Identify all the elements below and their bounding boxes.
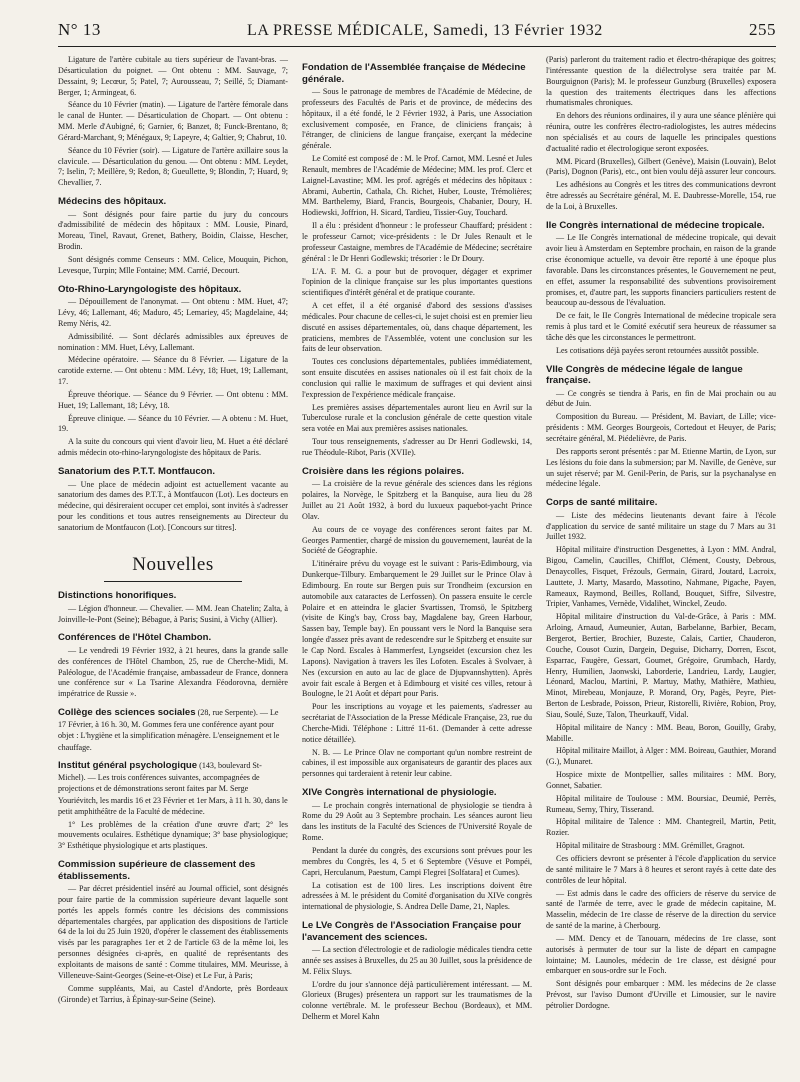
article-paragraph: Hôpital militaire de Toulouse : MM. Boursiac, Deumié, Perrès, Rumeau, Serny, Thiry, Tisserand. [546,793,776,814]
article-paragraph: Sont désignés comme Censeurs : MM. Celice, Mouquin, Pichon, Levesque, Turpin; Mlle Fontaine; MM. Carrié, Decourt. [58,255,288,275]
article-paragraph: Sont désignés pour embarquer : MM. les médecins de 2e classe Prévost, sur l'aviso Dumont d'Urville et Limousier, sur le navire pétrolier Dordogne. [546,979,776,1010]
article-heading [302,920,532,943]
heading-title: Croisière dans les régions polaires. [302,465,465,477]
heading-title: Sanatorium des P.T.T. Montfaucon. [58,466,216,477]
heading-title: Distinctions honorifiques. [58,590,177,602]
article-paragraph: Séance du 10 Février (matin). — Ligature de l'artère fémorale dans le canal de Hunter. — Désarticulation de Chopart. — Ont obtenu : MM. Merle d'Aubigné, 6; Garnier, 6; Banzet, 8; Funck-Brentano, 8; Gérard-Marchant, 9; Ménégaux, 9; Lapeyre, 4; Galtier, 9; Chabrut, 10. [58,100,288,142]
article-paragraph: Hôpital militaire de Nancy : MM. Beau, Boron, Gouilly, Graby, Mabille. [546,722,776,743]
heading-title: XIVe Congrès international de physiologie. [302,787,497,799]
heading-tail: (28, rue Serpente). — Le 17 Février, à 16 h. 30, M. Gommes fera une conférence ayant pour objet : L'hygiène et la simplification ménagère. L'enseignement et le chauffage. [58,708,280,752]
heading-title: Le LVe Congrès de l'Association Française pour l'avancement des sciences. [302,920,522,943]
article-paragraph: — Légion d'honneur. — Chevalier. — MM. Jean Chatelin; Zalta, à Joinville-le-Pont (Seine); Bébague, à Paris; Susini, à Vichy (Allier). [58,603,288,624]
article-paragraph: L'A. F. M. G. a pour but de provoquer, dégager et exprimer l'opinion de la clinique française sur les plus importantes questions scientifiques d'intérêt général et de pratique courante. [302,266,532,298]
article-paragraph: Admissibilité. — Sont déclarés admissibles aux épreuves de nomination : MM. Huet, Lévy, Lallemant. [58,331,288,352]
article-paragraph: Ces officiers devront se présenter à l'école d'application du service de santé militaire le 7 Mars à 8 heures et seront rayés à cette date des contrôles de leur hôpital. [546,854,776,885]
article-paragraph: Hôpital militaire Maillot, à Alger : MM. Boireau, Gauthier, Morand (G.), Munaret. [546,746,776,767]
article-paragraph: De ce fait, le IIe Congrès International de médecine tropicale sera remis à plus tard et le Comité exécutif sera heureux de réassumer sa tâche dès que les circonstances le permettront. [546,311,776,342]
article-paragraph: L'ordre du jour s'annonce déjà particulièrement intéressant. — M. Glorieux (Bruges) présentera un rapport sur les traumatismes de la colonne vertébrale. M. le professeur Bechou (Bordeaux), et MM. Delherm et Morel Kahn [302,979,532,1022]
article-paragraph: Épreuve théorique. — Séance du 9 Février. — Ont obtenu : MM. Huet, 19; Lallemant, 18; Lévy, 18. [58,389,288,410]
article-paragraph: — La croisière de la revue générale des sciences dans les régions polaires, la Norvège, le Spitzberg et la Banquise, aura lieu du 28 Juillet au 21 Août 1932, à bord du luxueux paquebot-yacht Prince Olav. [302,479,532,521]
section-title: Nouvelles [132,553,214,575]
article-paragraph: N. B. — Le Prince Olav ne comportant qu'un nombre restreint de cabines, il est impossible aux organisateurs de garantir des places aux personnes qui tarderaient à retenir leur cabine. [302,747,532,779]
issue-number: N° 13 [58,20,101,39]
heading-title: Collège des sciences sociales [58,707,196,719]
heading-title: Commission supérieure de classement des établissements. [58,859,256,882]
article-heading [302,787,532,799]
article-paragraph: Séance du 10 Février (soir). — Ligature de l'artère axillaire sous la clavicule. — Désarticulation du genou. — Ont obtenu : MM. Leydet, 7; Iselin, 7; Meillère, 9; Redon, 8; Gueullette, 9; Blondin, 7; Huard, 9; Chevallier, 7. [58,145,288,188]
article-paragraph: — Sont désignés pour faire partie du jury du concours d'admissibilité de médecin des hôpitaux : MM. Lousie, Pinard, Moreau, Tinel, Ravaut, Grenet, Bathery, Boidin, Claisse, Hescher, Brodin. [58,209,288,252]
article-paragraph: — MM. Dency et de Tanouarn, médecins de 1re classe, sont autorisés à permuter de tour sur la liste de départ en campagne lointaine; M. Launoles, médecin de 1re classe, est désigné pour embarquer en sous-ordre sur le Foch. [546,933,776,976]
article-paragraph: Comme suppléants, Mai, au Castel d'Andorte, près Bordeaux (Gironde) et Tarrius, à Épinay-sur-Seine (Seine). [58,983,288,1004]
article-paragraph: — Le vendredi 19 Février 1932, à 21 heures, dans la grande salle des conférences de l'Hôtel Chambon, 25, rue de Cherche-Midi, M. Paléologue, de l'Académie française, ambassadeur de France, donnera une conférence sur « La Tsarine Alexandra Féodorovna, dernière impératrice de Russie ». [58,645,288,699]
article-paragraph: — Dépouillement de l'anonymat. — Ont obtenu : MM. Huet, 47; Lévy, 46; Lallemant, 46; Maduro, 45; Lemariey, 45; Magdelaine, 44; Remy Néris, 42. [58,297,288,328]
article-paragraph: Les cotisations déjà payées seront retournées aussitôt possible. [556,345,759,355]
article-heading [302,466,532,478]
article-heading [58,590,288,602]
article-paragraph: (Paris) parleront du traitement radio et électro-thérapique des goitres; l'intéressante question de la diélectrolyse sera traitée par M. Bourguignon (Paris); M. le professeur Gunzburg (Bruxelles) exposera la question des traitements électriques dans les affections rhumatismales chroniques. [546,55,776,108]
article-paragraph: Pour les inscriptions au voyage et les paiements, s'adresser au secrétariat de l'Association de la Presse Médicale Française, 23, rue du Cherche-Midi. Téléphone : Littré 11-61. (Demander à cette adresse notice détaillée). [302,702,532,744]
column-right [546,55,776,1025]
article-heading [58,284,288,296]
heading-title: Institut général psychologique [58,760,198,772]
article-paragraph: — Liste des médecins lieutenants devant faire à l'école d'application du service de santé militaire un stage du 7 Mars au 31 Juillet 1932. [546,510,776,542]
journal-title: LA PRESSE MÉDICALE, Samedi, 13 Février 1932 [247,22,603,39]
article-paragraph: — Une place de médecin adjoint est actuellement vacante au sanatorium des dames des P.T.T., à Montfaucon (Lot). Les docteurs en médecine, qui désireraient occuper cet emploi, sont invités à s'adresser pour les conditions et tous autres renseignements au Directeur du sanatorium de Montfaucon (Lot). [Concours sur titres]. [58,479,288,532]
article-heading [58,632,288,644]
article-heading [58,760,288,818]
article-paragraph: Épreuve clinique. — Séance du 10 Février. — A obtenu : M. Huet, 19. [58,413,288,434]
article-paragraph: En dehors des réunions ordinaires, il y aura une séance plénière qui réunira, outre les confrères électro-radiologistes, les autres médecins non spécialisés et au cours de laquelle les principales questions d'actualité radio et électrologique seront exposées. [546,111,776,153]
page-header [58,20,776,40]
article-heading [302,62,532,85]
header-rule [58,46,776,47]
article-paragraph: Pendant la durée du congrès, des excursions sont prévues pour les membres du Congrès, les 4, 5 et 6 Septembre (Vésuve et Pompéi, Capri, Herculanum, Paestum, Campi Flegrei [Solfatara] et Cumes). [302,846,532,877]
article-paragraph: Ligature de l'artère cubitale au tiers supérieur de l'avant-bras. — Désarticulation du poignet. — Ont obtenu : MM. Sauvage, 7; Dessaint, 9; Lecœur, 5; Patel, 7; Aurousseau, 7; Seillé, 5; Diamant-Berger, 1; Armingeat, 6. [58,55,288,97]
article-heading [546,497,776,509]
article-paragraph: A cet effet, il a été organisé d'abord des sessions d'assises médicales. Pour chacune de celles-ci, le sujet choisi est en premier lieu discuté en assises départementales, où, dans chaque département, les praticiens, membres de l'Assemblée, votent une conclusion sur les faits de leur observation. [302,301,532,354]
column-middle [302,55,532,1025]
article-heading [546,364,776,387]
heading-title: VIIe Congrès de médecine légale de langue française. [546,363,743,387]
heading-title: Oto-Rhino-Laryngologiste des hôpitaux. [58,283,242,295]
article-paragraph: Hôpital militaire de Strasbourg : MM. Grémillet, Gragnot. [556,841,745,851]
article-paragraph: A la suite du concours qui vient d'avoir lieu, M. Huet a été déclaré admis médecin oto-rhino-laryngologiste des hôpitaux de Paris. [58,437,288,458]
article-heading [58,196,288,208]
article-paragraph: Les premières assises départementales auront lieu en Avril sur la Tuberculose rurale et la conclusion générale de cette question vitale sera votée en Mai aux premières assises nationales. [302,402,532,434]
article-paragraph: Médecine opératoire. — Séance du 8 Février. — Ligature de la carotide externe. — Ont obtenu : MM. Lévy, 18; Huet, 19; Lallemant, 17. [58,355,288,387]
article-paragraph: Composition du Bureau. — Président, M. Baviart, de Lille; vice-présidents : MM. Georges Bourgeois, Cortedout et Heuyer, de Paris; secrétaire général, M. Piédelièvre, de Paris. [546,412,776,443]
column-left [58,55,288,1025]
heading-title: Médecins des hôpitaux. [58,196,167,208]
article-paragraph: Hospice mixte de Montpellier, salles militaires : MM. Bory, Gonnet, Sabatier. [546,770,776,790]
article-paragraph: 1° Les problèmes de la création d'une œuvre d'art; 2° les mouvements oculaires. Esthétique dynamique; 3° base physiologique; 3° Esthétique physiologique et arts plastiques. [58,819,288,851]
columns [58,55,776,1025]
article-paragraph: Le Comité est composé de : M. le Prof. Carnot, MM. Lesné et Jules Renault, membres de l'Académie de Médecine; MM. les prof. Clerc et Laignel-Lavastine; MM. les prof. agrégés et médecins des hôpitaux : Abrami, Aubertin, Cathala, Ch. Richet, Huber, Louste, Trémolières; MM. Barthelemy, Biard, Francis, Bourgeois, Chabanier, Doury, H. Hodiewski, Joffrion, H. Sicard, Tardieu, Tissier-Guy, Touchard. [302,154,532,218]
heading-title: Fondation de l'Assemblée française de Médecine générale. [302,62,526,85]
article-heading [58,466,288,478]
article-paragraph: — La section d'électrologie et de radiologie médicales tiendra cette année ses assises à Bruxelles, du 25 au 30 Juillet, sous la présidence de M. Félix Sluys. [302,945,532,976]
article-paragraph: — Le prochain congrès international de physiologie se tiendra à Rome du 29 Août au 3 Septembre prochain. Les séances auront lieu dans les instituts de la Faculté des Sciences de l'Université Royale de Rome. [302,800,532,843]
article-paragraph: Hôpital militaire d'instruction Desgenettes, à Lyon : MM. Andral, Bigou, Camelin, Caucilles, Chifflot, Clément, Cousty, Debrous, Denaycolles, Fisquet, Frézouls, Germain, Girard, Joutard, Lacroix, Lauttete, J. Marty, Masardo, Massotino, Nahmane, Pigache, Payen, Rameaux, Raymond, Beilles, Rolland, Bouquet, Siffre, Silvestre, Tripier, Vanhames, Vernède, Vidalihet, Winckel, Zeudo. [546,545,776,609]
page-number: 255 [748,20,776,39]
article-paragraph: MM. Picard (Bruxelles), Gilbert (Genève), Maisin (Louvain), Belot (Paris), Dognon (Paris), etc., ont bien voulu déjà assurer leur concours. [546,156,776,177]
section-rule [104,581,242,582]
article-paragraph: Au cours de ce voyage des conférences seront faites par M. Georges Parmentier, chargé de mission du gouvernement, lauréat de la Société de Géographie. [302,524,532,556]
article-paragraph: Toutes ces conclusions départementales, publiées immédiatement, sont ensuite discutées en assises nationales où il est fait choix de la conclusion qui rallie le maximum de suffrages et qui devient ainsi l'expression de l'expérience médicale française. [302,357,532,399]
article-paragraph: — Est admis dans le cadre des officiers de réserve du service de santé de l'armée de terre, avec le grade de médecin capitaine, M. Masselin, médecin de 1re classe de réserve de la direction du service de santé de la marine, à Cherbourg. [546,888,776,931]
heading-tail: (143, boulevard St-Michel). — Les trois conférences suivantes, accompagnées de projections et de démonstrations seront faites par M. Serge Youriévitch, les mardis 16 et 23 Février et 1er Mars, à 11 h. 30, dans le petit amphithéâtre de la Faculté de médecine. [58,761,288,817]
heading-title: IIe Congrès international de médecine tropicale. [546,219,765,231]
article-paragraph: — Sous le patronage de membres de l'Académie de Médecine, de professeurs des Facultés de Paris et de province, de médecins des hôpitaux, il a été fondé, le 2 Février 1932, à Paris, une Association exclusivement composée, en France, de cliniciens français; à l'étranger, de cliniciens de langue française, exerçant la médecine générale. [302,87,532,151]
heading-title: Conférences de l'Hôtel Chambon. [58,632,212,644]
article-paragraph: — Par décret présidentiel inséré au Journal officiel, sont désignés pour faire partie de la commission supérieure devant laquelle sont portés les appels formés contre les décisions des commissions départementales chargées, par application des dispositions de l'article 64 de la loi du 25 Juin 1920, d'opérer le classement des établissements visés par les paragraphes 1er et 2 de l'article 63 de la même loi, les personnes désignées ci-après, en qualité de représentants des exploitants de maisons de santé : Comme titulaires, MM. Meurisse, à Villeneuve-Saint-Georges (Seine-et-Oise) et Le Fur, à Paris; [58,884,288,980]
article-paragraph: Les adhésions au Congrès et les titres des communications devront être adressés au Secrétaire général, M. E. Daubresse-Morelle, 154, rue de la Loi, à Bruxelles. [546,180,776,211]
article-heading [58,707,288,753]
article-paragraph: L'itinéraire prévu du voyage est le suivant : Paris-Edimbourg, via Dunkerque-Tilbury. Embarquement le 29 Juillet sur le Prince Olav à Edimbourg. En route sur Bergen puis sur Trondheim (excursion en automobile aux cataractes de Lerfossen). On passera ensuite le cercle Polaire et en atteindra le glacier Svartissen, Tromsö, le Spitzberg (visite de King's bay, Cross bay, Magdalene bay, Green Harbour, Sassen bay, Temple bay). En poussant vers le Nord la Banquise sera longée d'assez près avant de redescendre sur le Spitzberg et ensuite sur le Cap Nord. Escales à Hammerfest, Lyngseidet (excursion chez les Lapons). Navigation à travers les îles Lofoten. Escales à Svolvaer, à Nes (excursion en auto au lac de glace de Djupvannshytten). Après avoir fait escale à Bergen et à Edimbourg et visité ces villes, retour à Boulogne, le 21 Août et départ pour Paris. [302,559,532,699]
article-paragraph: Tour tous renseignements, s'adresser au Dr Henri Godlewski, 14, rue Théodule-Ribot, Paris (XVIIe). [302,437,532,457]
article-paragraph: Hôpital militaire d'instruction du Val-de-Grâce, à Paris : MM. Arloing, Arnaud, Aumeunier, Autan, Barbelanne, Barbier, Becam, Bergerot, Bertier, Brochier, Buzeste, Calais, Cartier, Chauderon, Couche, Cousot Cuzin, Dargein, Deguise, Dicharry, Dorren, Escot, Esparrac, Faugère, Gessart, Goumet, Grégoire, Grumbach, Hardy, Henry, Humilien, Jaonwski, Laborderie, Landrieu, Lardy, Laugier, Léonard, Maclou, Martini, P. Martuy, Mathy, Mathière, Mathieu, Minot, Mirebeau, Monjauze, P. Morand, Ory, Pagès, Peyre, Piet-Berton de Lesbrade, Poisson, Prieur, Ristorelli, Rivière, Robion, Proy, Siau, Soulé, Suze, Talon, Theurkauff, Vidal. [546,612,776,719]
article-paragraph: Hôpital militaire de Talence : MM. Chantegreil, Martin, Petit, Rozier. [546,817,776,838]
article-paragraph: La cotisation est de 100 lires. Les inscriptions doivent être adressées à M. le président du Comité d'organisation du XIVe congrès international de physiologie, S. Andrea Delle Dame, 21, Naples. [302,880,532,912]
article-paragraph: Il a élu : président d'honneur : le professeur Chauffard; président : le professeur Carnot; vice-présidents : le Dr Jules Renault et le professeur Castaigne, membres de l'Académie de Médecine; secrétaire général : le Dr Henri Godlewski; trésorier : le Dr Doury. [302,221,532,263]
article-heading [546,220,776,232]
article-paragraph: — Ce congrès se tiendra à Paris, en fin de Mai prochain ou au début de Juin. [546,388,776,409]
heading-title: Corps de santé militaire. [546,497,658,509]
article-heading [58,859,288,882]
article-paragraph: Des rapports seront présentés : par M. Etienne Martin, de Lyon, sur Les lésions du foie dans la submersion; par M. Naville, de Genève, sur un sujet réservé; par M. Genil-Perin, de Paris, sur la psychanalyse en médecine légale. [546,446,776,489]
article-paragraph: — Le IIe Congrès international de médecine tropicale, qui devait avoir lieu à Amsterdam en Septembre prochain, en raison de la grande crise économique actuelle, va devoir être reporté à une époque plus favorable. Dans les circonstances présentes, le Gouvernement ne peut, en effet, assumer la responsabilité des subventions provisoirement promises, et, d'autre part, les supports financiers particuliers restent de beaucoup au-dessous de l'évaluation. [546,233,776,308]
